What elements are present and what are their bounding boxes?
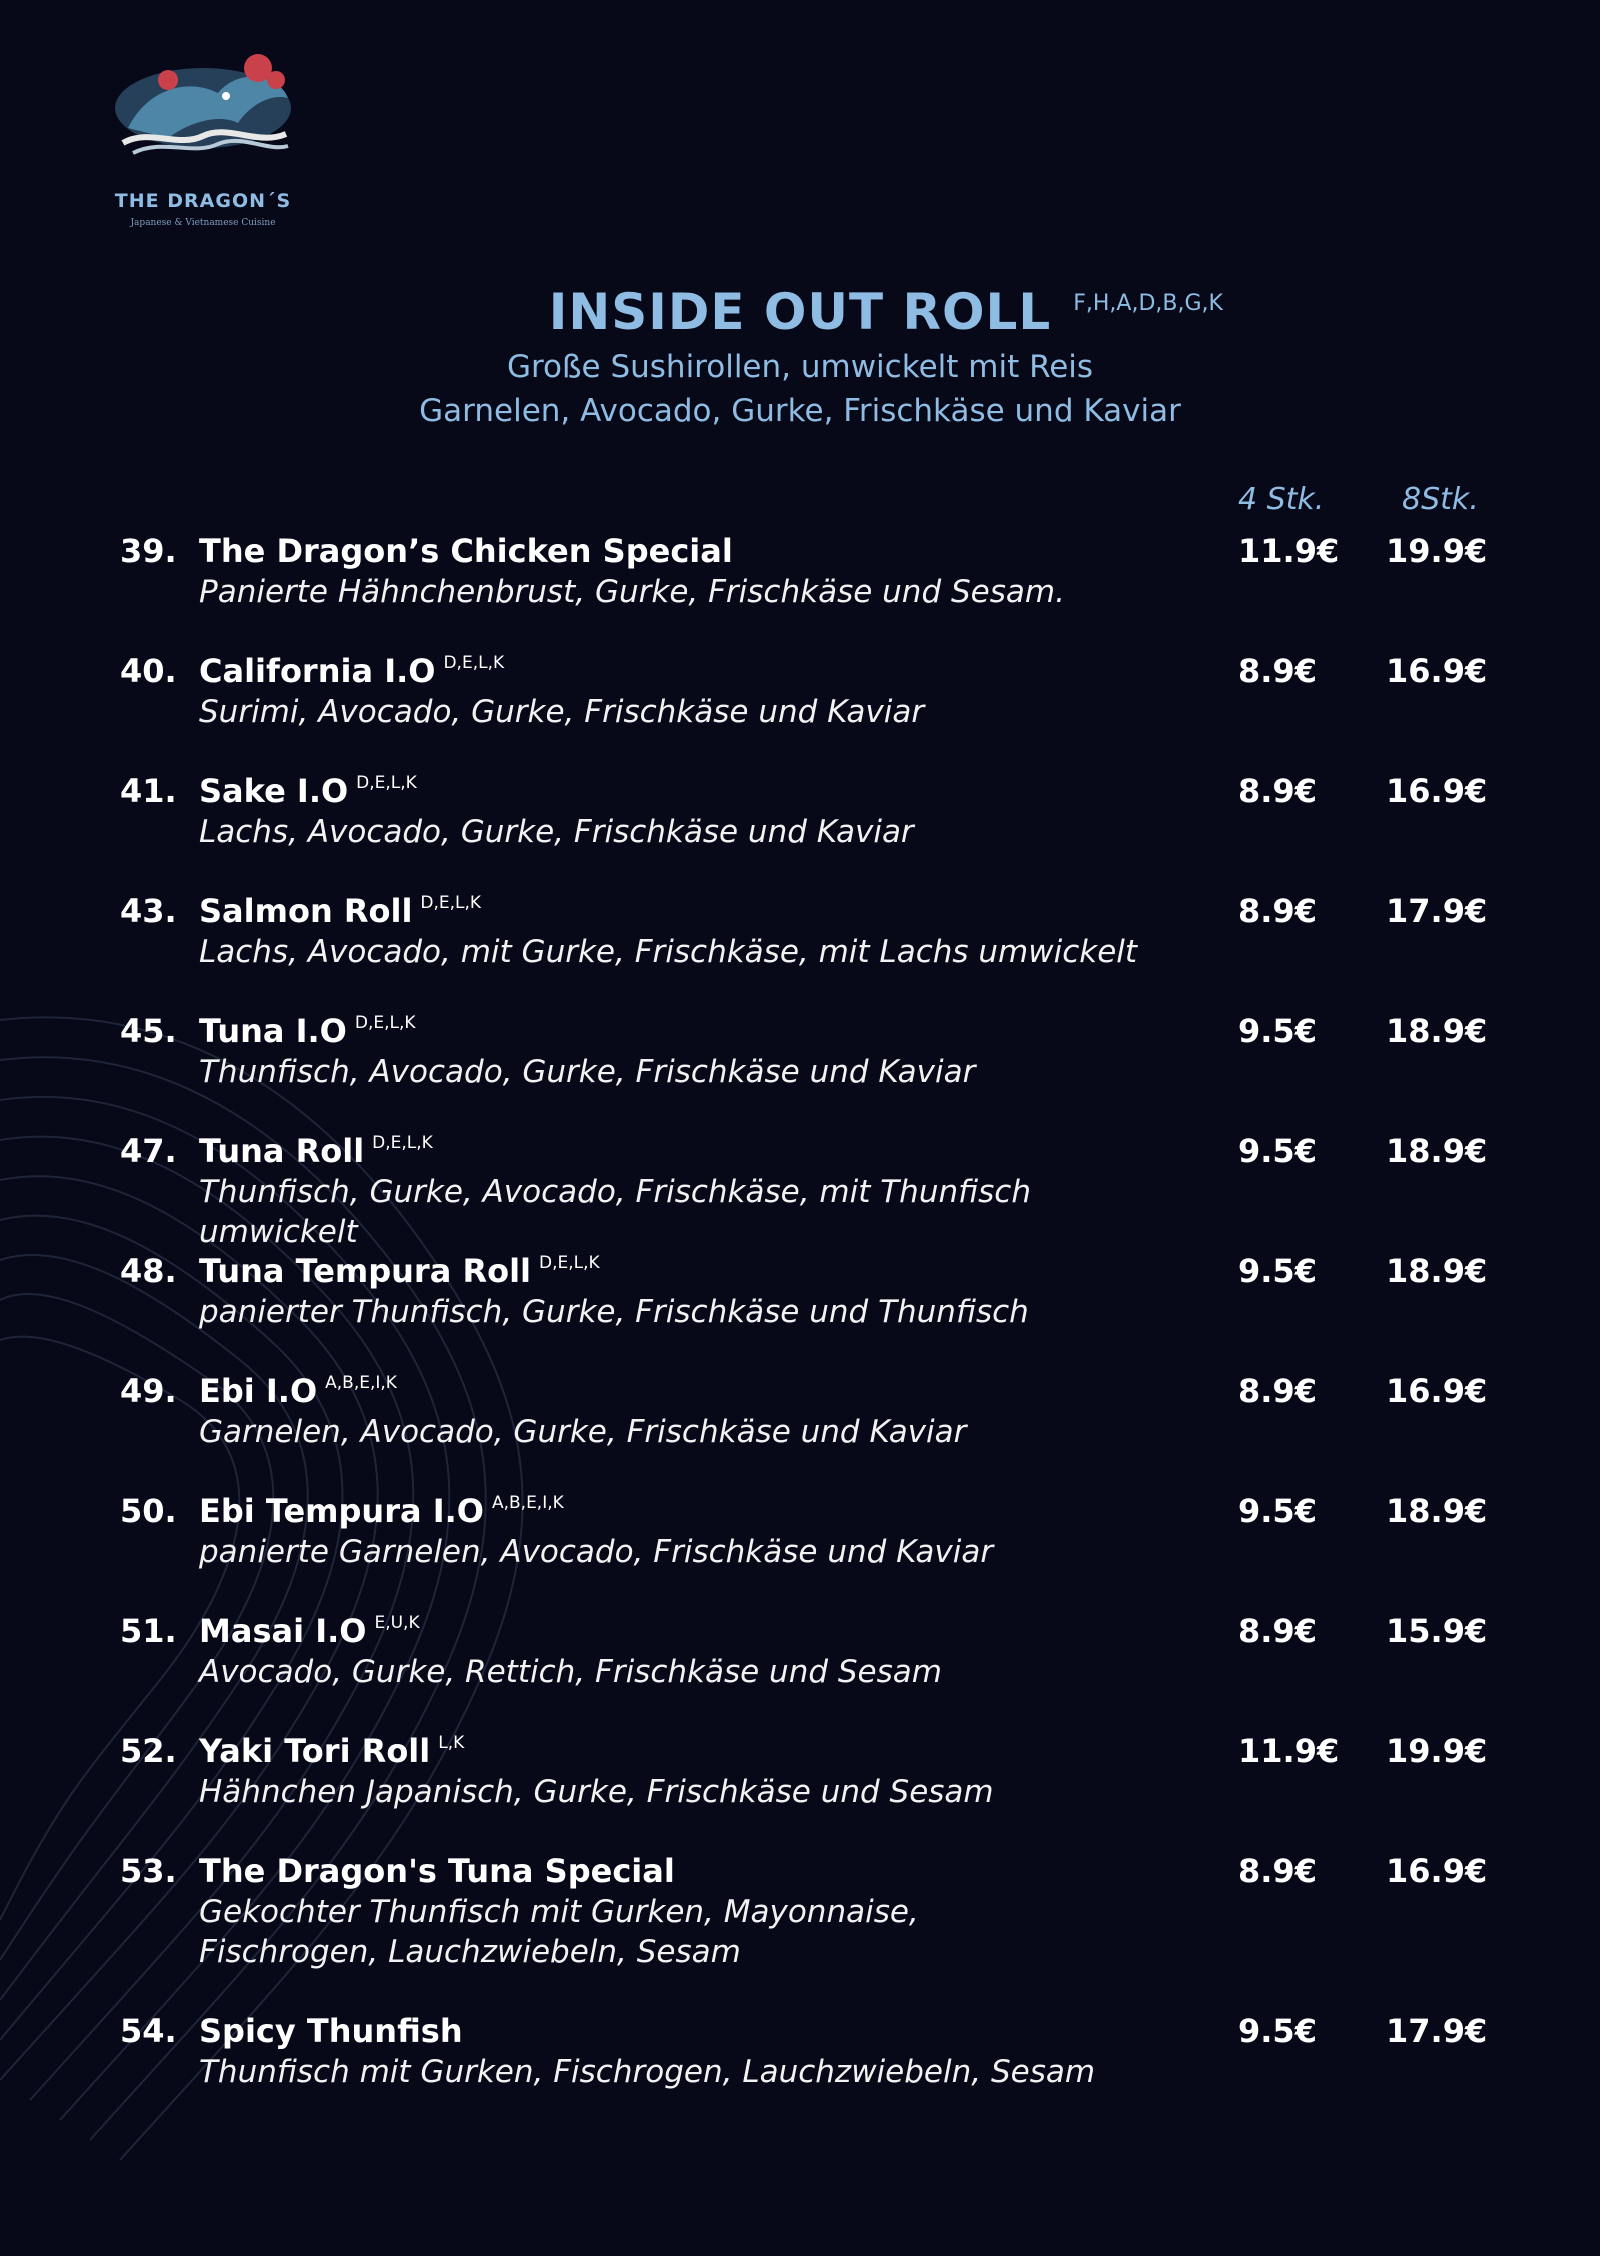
menu-item-name: Spicy Thunfish: [199, 2012, 463, 2050]
menu-item-name: Sake I.O: [199, 772, 349, 810]
section-subtitle-2: Garnelen, Avocado, Gurke, Frischkäse und Kaviar: [419, 393, 1181, 429]
menu-item-name: Ebi I.O: [199, 1372, 318, 1410]
menu-item-name-line: [199, 1372, 397, 1410]
menu-item-name-line: [199, 1012, 416, 1050]
price-4-pieces: 9.5€: [1238, 1012, 1317, 1050]
price-4-pieces: 8.9€: [1238, 652, 1317, 690]
price-4-pieces: 8.9€: [1238, 1852, 1317, 1890]
menu-item-allergens: D,E,L,K: [354, 1013, 416, 1033]
price-8-pieces: 19.9€: [1386, 1732, 1488, 1770]
price-8-pieces: 17.9€: [1386, 892, 1488, 930]
menu-item-name-line: [199, 1732, 464, 1770]
menu-item-description: Avocado, Gurke, Rettich, Frischkäse und Sesam: [199, 1654, 942, 1690]
menu-item-name: Tuna I.O: [199, 1012, 347, 1050]
price-8-pieces: 16.9€: [1386, 772, 1488, 810]
menu-item-description: Thunfisch, Avocado, Gurke, Frischkäse und Kaviar: [199, 1054, 976, 1090]
price-8-pieces: 19.9€: [1386, 532, 1488, 570]
menu-item-description: Thunfisch mit Gurken, Fischrogen, Lauchzwiebeln, Sesam: [199, 2054, 1096, 2090]
column-header-8-pieces: 8Stk.: [1402, 482, 1479, 517]
price-4-pieces: 9.5€: [1238, 1492, 1317, 1530]
menu-item-allergens: A,B,E,I,K: [325, 1373, 397, 1393]
menu-item-description: panierter Thunfisch, Gurke, Frischkäse und Thunfisch: [199, 1294, 1029, 1330]
menu-item-allergens: D,E,L,K: [539, 1253, 600, 1273]
menu-item-allergens: D,E,L,K: [443, 653, 505, 673]
menu-item-number: 40.: [120, 652, 177, 690]
price-8-pieces: 18.9€: [1386, 1252, 1488, 1290]
price-4-pieces: 9.5€: [1238, 1132, 1317, 1170]
menu-item-number: 48.: [120, 1252, 177, 1290]
menu-item-number: 45.: [120, 1012, 177, 1050]
price-4-pieces: 11.9€: [1238, 532, 1340, 570]
menu-item-name: Masai I.O: [199, 1612, 367, 1650]
price-8-pieces: 18.9€: [1386, 1492, 1488, 1530]
price-8-pieces: 17.9€: [1386, 2012, 1488, 2050]
menu-item-name-line: [199, 1852, 675, 1890]
column-header-4-pieces: 4 Stk.: [1238, 482, 1325, 517]
menu-item-number: 47.: [120, 1132, 177, 1170]
menu-item-number: 49.: [120, 1372, 177, 1410]
menu-item-number: 51.: [120, 1612, 177, 1650]
menu-item-name: The Dragon’s Chicken Special: [199, 532, 733, 570]
menu-item-name: Salmon Roll: [199, 892, 413, 930]
menu-item-number: 53.: [120, 1852, 177, 1890]
menu-item-name-line: [199, 2012, 463, 2050]
menu-item-number: 50.: [120, 1492, 177, 1530]
menu-item-name: The Dragon's Tuna Special: [199, 1852, 675, 1890]
menu-item-allergens: L,K: [438, 1733, 465, 1753]
menu-item-number: 52.: [120, 1732, 177, 1770]
menu-item-name: Ebi Tempura I.O: [199, 1492, 484, 1530]
price-8-pieces: 18.9€: [1386, 1132, 1488, 1170]
menu-item-description: Thunfisch, Gurke, Avocado, Frischkäse, mit Thunfisch umwickelt: [199, 1174, 1031, 1250]
menu-item-description: Surimi, Avocado, Gurke, Frischkäse und Kaviar: [199, 694, 925, 730]
menu-item-name: Yaki Tori Roll: [199, 1732, 431, 1770]
price-8-pieces: 16.9€: [1386, 1852, 1488, 1890]
section-allergens: F,H,A,D,B,G,K: [1073, 291, 1223, 316]
price-4-pieces: 9.5€: [1238, 1252, 1317, 1290]
price-4-pieces: 8.9€: [1238, 1372, 1317, 1410]
menu-item-description: Lachs, Avocado, Gurke, Frischkäse und Kaviar: [199, 814, 914, 850]
price-4-pieces: 8.9€: [1238, 772, 1317, 810]
menu-item-name: California I.O: [199, 652, 436, 690]
section-subtitle-1: Große Sushirollen, umwickelt mit Reis: [506, 349, 1094, 385]
price-4-pieces: 11.9€: [1238, 1732, 1340, 1770]
menu-item-name: Tuna Roll: [199, 1132, 365, 1170]
menu-item-number: 41.: [120, 772, 177, 810]
brand-tagline: Japanese & Vietnamese Cuisine: [130, 218, 276, 228]
price-4-pieces: 9.5€: [1238, 2012, 1317, 2050]
price-4-pieces: 8.9€: [1238, 892, 1317, 930]
dragon-logo-icon: [108, 38, 298, 158]
price-8-pieces: 16.9€: [1386, 652, 1488, 690]
menu-item-name-line: [199, 652, 504, 690]
menu-item-name-line: [199, 892, 481, 930]
menu-item-name-line: [199, 532, 733, 570]
menu-item-name: Tuna Tempura Roll: [199, 1252, 531, 1290]
menu-item-number: 54.: [120, 2012, 177, 2050]
price-8-pieces: 18.9€: [1386, 1012, 1488, 1050]
menu-item-description: Panierte Hähnchenbrust, Gurke, Frischkäse und Sesam.: [199, 574, 1065, 610]
menu-item-allergens: D,E,L,K: [372, 1133, 433, 1153]
price-8-pieces: 16.9€: [1386, 1372, 1488, 1410]
menu-item-allergens: D,E,L,K: [420, 893, 482, 913]
menu-item-number: 43.: [120, 892, 177, 930]
section-title: INSIDE OUT ROLL: [548, 283, 1052, 341]
price-4-pieces: 8.9€: [1238, 1612, 1317, 1650]
menu-item-name-line: [199, 1132, 433, 1170]
menu-item-name-line: [199, 1612, 420, 1650]
restaurant-logo: [88, 38, 318, 228]
menu-item-allergens: E,U,K: [374, 1613, 420, 1633]
menu-item-name-line: [199, 772, 417, 810]
menu-item-description: Gekochter Thunfisch mit Gurken, Mayonnaise, Fischrogen, Lauchzwiebeln, Sesam: [199, 1894, 919, 1970]
brand-name: THE DRAGON´S: [114, 190, 292, 212]
menu-item-description: Garnelen, Avocado, Gurke, Frischkäse und Kaviar: [199, 1414, 967, 1450]
menu-item-name-line: [199, 1492, 564, 1530]
menu-item-description: panierte Garnelen, Avocado, Frischkäse und Kaviar: [199, 1534, 994, 1570]
menu-item-allergens: D,E,L,K: [356, 773, 417, 793]
menu-item-number: 39.: [120, 532, 177, 570]
price-8-pieces: 15.9€: [1386, 1612, 1488, 1650]
section-header: [0, 283, 1600, 433]
menu-item-name-line: [199, 1252, 600, 1290]
menu-item-description: Lachs, Avocado, mit Gurke, Frischkäse, mit Lachs umwickelt: [199, 934, 1138, 970]
menu-item-description: Hähnchen Japanisch, Gurke, Frischkäse und Sesam: [199, 1774, 994, 1810]
menu-item-allergens: A,B,E,I,K: [491, 1493, 564, 1513]
